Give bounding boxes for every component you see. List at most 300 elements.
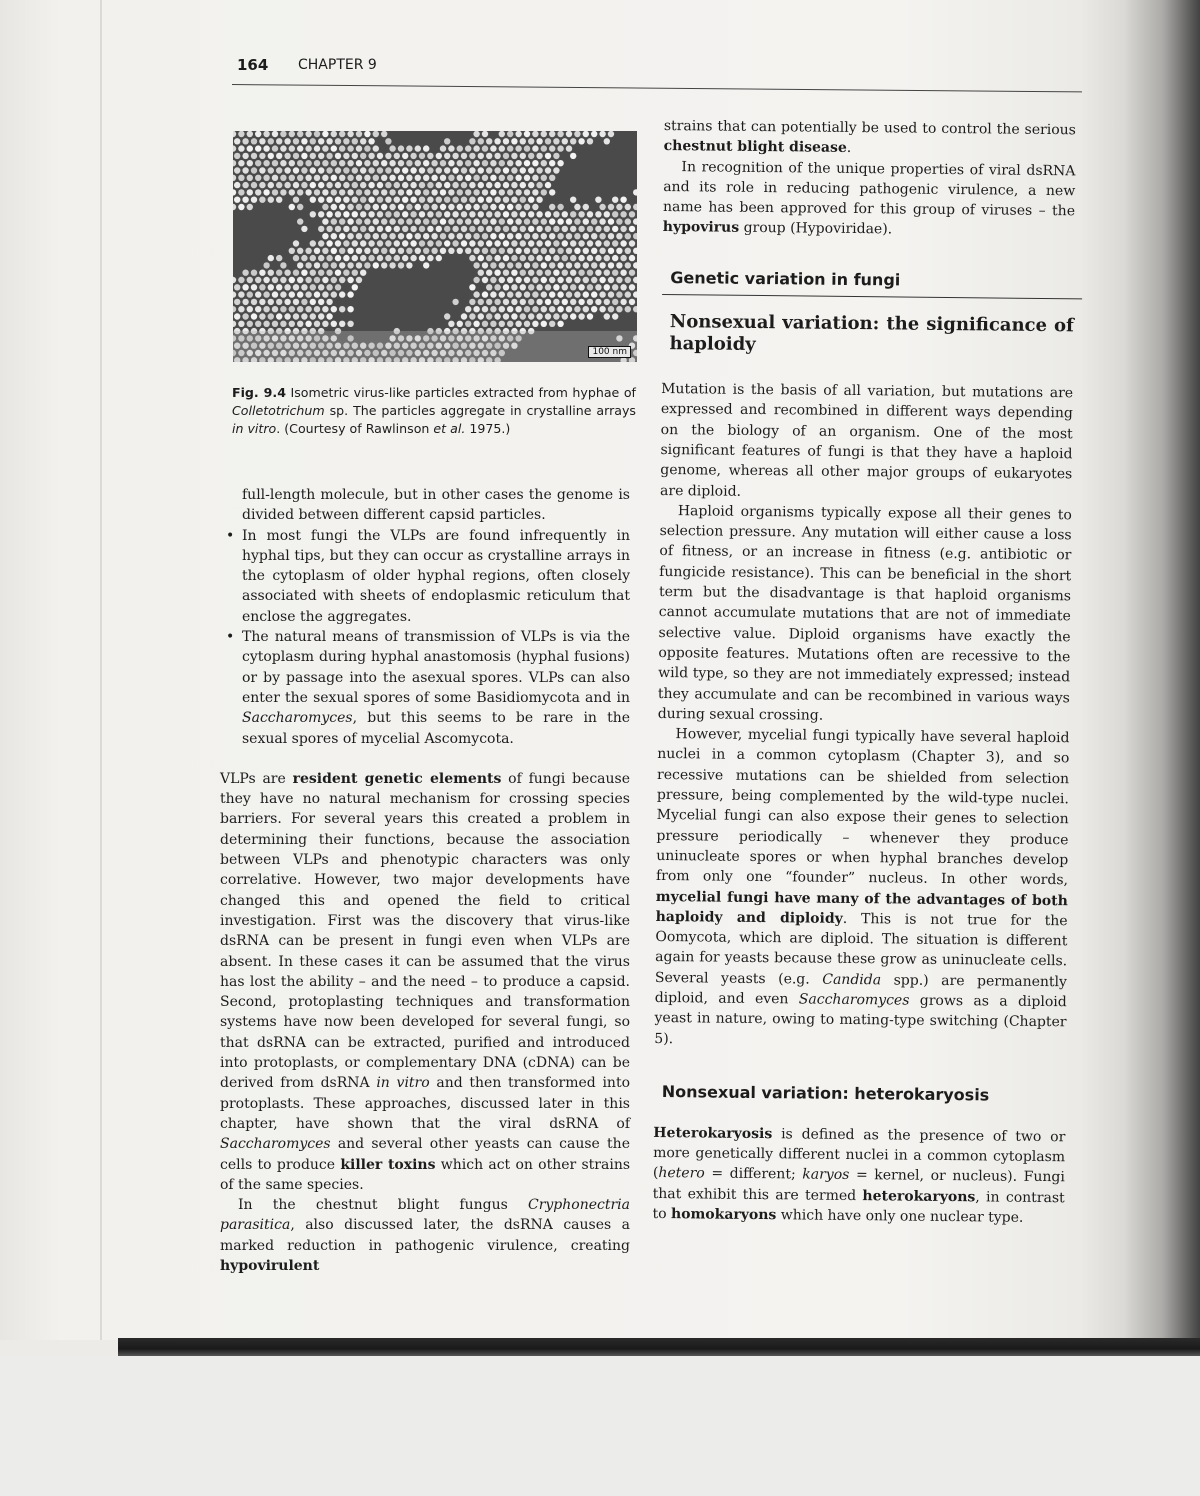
virus-particle bbox=[343, 240, 349, 246]
virus-particle bbox=[310, 299, 316, 305]
virus-particle bbox=[394, 153, 400, 159]
virus-particle bbox=[490, 262, 496, 268]
virus-particle bbox=[503, 240, 509, 246]
virus-particle bbox=[520, 197, 526, 203]
virus-particle bbox=[259, 182, 265, 188]
virus-particle bbox=[347, 291, 353, 297]
virus-particle bbox=[511, 299, 517, 305]
virus-particle bbox=[255, 145, 261, 151]
virus-particle bbox=[511, 240, 517, 246]
virus-particle bbox=[318, 226, 324, 232]
virus-particle bbox=[541, 306, 547, 312]
virus-particle bbox=[469, 255, 475, 261]
virus-particle bbox=[297, 262, 303, 268]
virus-particle bbox=[373, 204, 379, 210]
virus-particle bbox=[419, 167, 425, 173]
virus-particle bbox=[629, 284, 635, 290]
virus-particle bbox=[377, 240, 383, 246]
virus-particle bbox=[339, 218, 345, 224]
virus-particle bbox=[242, 313, 248, 319]
virus-particle bbox=[410, 182, 416, 188]
virus-particle bbox=[347, 321, 353, 327]
virus-particle bbox=[469, 284, 475, 290]
virus-particle bbox=[444, 226, 450, 232]
virus-particle bbox=[276, 255, 282, 261]
page-edge-shadow bbox=[1125, 0, 1200, 1340]
virus-particle bbox=[520, 182, 526, 188]
virus-particle bbox=[251, 270, 257, 276]
virus-particle bbox=[398, 145, 404, 151]
virus-particle bbox=[289, 248, 295, 254]
virus-particle bbox=[499, 131, 505, 137]
virus-particle bbox=[469, 182, 475, 188]
virus-particle bbox=[457, 189, 463, 195]
virus-particle bbox=[536, 211, 542, 217]
paragraph: In the chestnut blight fungus Cryphonectria parasitica, also discussed later, the dsRNA causes a marked reduction in pathogenic virulence, creating hypovirulent bbox=[220, 1197, 630, 1274]
virus-particle bbox=[583, 248, 589, 254]
virus-particle bbox=[305, 262, 311, 268]
virus-particle bbox=[557, 277, 563, 283]
virus-particle bbox=[242, 284, 248, 290]
virus-particle bbox=[301, 270, 307, 276]
virus-particle bbox=[515, 160, 521, 166]
virus-particle bbox=[377, 255, 383, 261]
virus-particle bbox=[394, 167, 400, 173]
virus-particle bbox=[381, 175, 387, 181]
page-number: 164 bbox=[237, 56, 269, 74]
figure-caption: Fig. 9.4 Isometric virus-like particles extracted from hyphae of Colletotrichum sp. The particles aggregate in crystalline arrays in vitro. (Courtesy of Rawlinson et al. 1975.) bbox=[232, 385, 636, 436]
virus-particle bbox=[553, 284, 559, 290]
virus-particle bbox=[272, 291, 278, 297]
virus-particle bbox=[494, 211, 500, 217]
virus-particle bbox=[520, 138, 526, 144]
virus-particle bbox=[520, 153, 526, 159]
virus-particle bbox=[503, 167, 509, 173]
virus-particle bbox=[578, 284, 584, 290]
virus-particle bbox=[528, 270, 534, 276]
virus-particle bbox=[511, 313, 517, 319]
virus-particle bbox=[599, 248, 605, 254]
virus-particle bbox=[440, 218, 446, 224]
virus-particle bbox=[343, 270, 349, 276]
virus-particle bbox=[515, 131, 521, 137]
virus-particle bbox=[549, 189, 555, 195]
virus-particle bbox=[515, 218, 521, 224]
virus-particle bbox=[465, 306, 471, 312]
virus-particle bbox=[284, 270, 290, 276]
virus-particle bbox=[490, 277, 496, 283]
virus-particle bbox=[356, 218, 362, 224]
virus-particle bbox=[373, 248, 379, 254]
virus-particle bbox=[515, 233, 521, 239]
section-heading: Genetic variation in fungi bbox=[670, 267, 901, 290]
virus-particle bbox=[570, 226, 576, 232]
virus-particle bbox=[473, 248, 479, 254]
virus-particle bbox=[331, 321, 337, 327]
left-column bbox=[220, 485, 630, 1276]
virus-particle bbox=[608, 306, 614, 312]
virus-particle bbox=[272, 321, 278, 327]
virus-particle bbox=[318, 313, 324, 319]
virus-particle bbox=[524, 291, 530, 297]
virus-particle bbox=[578, 270, 584, 276]
virus-particle bbox=[499, 145, 505, 151]
virus-particle bbox=[444, 167, 450, 173]
virus-particle bbox=[478, 226, 484, 232]
virus-particle bbox=[549, 262, 555, 268]
virus-particle bbox=[616, 306, 622, 312]
virus-particle bbox=[562, 138, 568, 144]
virus-particle bbox=[465, 321, 471, 327]
virus-particle bbox=[608, 204, 614, 210]
virus-particle bbox=[339, 175, 345, 181]
virus-particle bbox=[482, 306, 488, 312]
virus-particle bbox=[385, 226, 391, 232]
virus-particle bbox=[242, 138, 248, 144]
virus-particle bbox=[562, 240, 568, 246]
virus-particle bbox=[545, 284, 551, 290]
virus-particle bbox=[452, 153, 458, 159]
virus-particle bbox=[591, 306, 597, 312]
virus-particle bbox=[503, 284, 509, 290]
virus-particle bbox=[436, 240, 442, 246]
virus-particle bbox=[511, 197, 517, 203]
virus-particle bbox=[604, 255, 610, 261]
virus-particle bbox=[620, 240, 626, 246]
virus-particle bbox=[503, 255, 509, 261]
virus-particle bbox=[368, 138, 374, 144]
virus-particle bbox=[595, 211, 601, 217]
virus-particle bbox=[511, 255, 517, 261]
virus-particle bbox=[591, 262, 597, 268]
virus-particle bbox=[486, 226, 492, 232]
virus-particle bbox=[532, 131, 538, 137]
virus-particle bbox=[339, 262, 345, 268]
virus-particle bbox=[562, 270, 568, 276]
virus-particle bbox=[503, 182, 509, 188]
virus-particle bbox=[289, 145, 295, 151]
virus-particle bbox=[394, 182, 400, 188]
virus-particle bbox=[343, 255, 349, 261]
virus-particle bbox=[268, 313, 274, 319]
virus-particle bbox=[352, 167, 358, 173]
virus-particle bbox=[305, 160, 311, 166]
virus-particle bbox=[318, 240, 324, 246]
virus-particle bbox=[557, 306, 563, 312]
virus-particle bbox=[469, 299, 475, 305]
virus-particle bbox=[402, 240, 408, 246]
virus-particle bbox=[255, 291, 261, 297]
virus-particle bbox=[389, 175, 395, 181]
virus-particle bbox=[406, 160, 412, 166]
virus-particle bbox=[247, 321, 253, 327]
virus-particle bbox=[427, 226, 433, 232]
virus-particle bbox=[587, 240, 593, 246]
virus-particle bbox=[364, 175, 370, 181]
virus-particle bbox=[398, 160, 404, 166]
virus-particle bbox=[415, 204, 421, 210]
virus-particle bbox=[469, 313, 475, 319]
virus-particle bbox=[423, 204, 429, 210]
virus-particle bbox=[272, 189, 278, 195]
virus-particle bbox=[289, 131, 295, 137]
virus-particle bbox=[381, 248, 387, 254]
virus-particle bbox=[423, 175, 429, 181]
virus-particle bbox=[465, 175, 471, 181]
virus-particle bbox=[452, 211, 458, 217]
virus-particle bbox=[284, 299, 290, 305]
virus-particle bbox=[541, 248, 547, 254]
virus-particle bbox=[360, 153, 366, 159]
virus-particle bbox=[587, 255, 593, 261]
virus-particle bbox=[398, 218, 404, 224]
virus-particle bbox=[524, 204, 530, 210]
virus-particle bbox=[482, 131, 488, 137]
virus-particle bbox=[587, 270, 593, 276]
virus-particle bbox=[339, 321, 345, 327]
virus-particle bbox=[373, 218, 379, 224]
virus-particle bbox=[293, 197, 299, 203]
virus-particle bbox=[507, 189, 513, 195]
virus-particle bbox=[310, 138, 316, 144]
virus-particle bbox=[406, 204, 412, 210]
virus-particle bbox=[310, 197, 316, 203]
virus-particle bbox=[482, 175, 488, 181]
virus-particle bbox=[486, 240, 492, 246]
virus-particle bbox=[255, 131, 261, 137]
virus-particle bbox=[415, 218, 421, 224]
virus-particle bbox=[448, 218, 454, 224]
virus-particle bbox=[566, 306, 572, 312]
virus-particle bbox=[331, 204, 337, 210]
virus-particle bbox=[440, 160, 446, 166]
virus-particle bbox=[427, 255, 433, 261]
virus-particle bbox=[612, 313, 618, 319]
virus-particle bbox=[528, 197, 534, 203]
virus-particle bbox=[364, 233, 370, 239]
virus-particle bbox=[604, 226, 610, 232]
virus-particle bbox=[234, 167, 240, 173]
virus-particle bbox=[352, 211, 358, 217]
virus-particle bbox=[356, 189, 362, 195]
virus-particle bbox=[389, 160, 395, 166]
virus-particle bbox=[473, 145, 479, 151]
virus-particle bbox=[310, 182, 316, 188]
virus-particle bbox=[608, 131, 614, 137]
virus-particle bbox=[478, 211, 484, 217]
virus-particle bbox=[490, 291, 496, 297]
virus-particle bbox=[263, 262, 269, 268]
virus-particle bbox=[381, 189, 387, 195]
virus-particle bbox=[604, 240, 610, 246]
virus-particle bbox=[473, 204, 479, 210]
virus-particle bbox=[608, 233, 614, 239]
virus-particle bbox=[583, 277, 589, 283]
virus-particle bbox=[595, 270, 601, 276]
virus-particle bbox=[322, 262, 328, 268]
virus-particle bbox=[289, 204, 295, 210]
micrograph-image bbox=[233, 131, 637, 362]
virus-particle bbox=[352, 270, 358, 276]
virus-particle bbox=[440, 175, 446, 181]
virus-particle bbox=[398, 262, 404, 268]
virus-particle bbox=[431, 204, 437, 210]
virus-particle bbox=[242, 182, 248, 188]
virus-particle bbox=[352, 255, 358, 261]
virus-particle bbox=[280, 175, 286, 181]
virus-particle bbox=[247, 277, 253, 283]
paragraph: In recognition of the unique properties of viral dsRNA and its role in reducing pathogenic virulence, a new name has been approved for this group of viruses – the hypovirus group (Hypoviridae). bbox=[662, 158, 1076, 238]
virus-particle bbox=[436, 255, 442, 261]
virus-particle bbox=[272, 277, 278, 283]
virus-particle bbox=[314, 131, 320, 137]
virus-particle bbox=[448, 321, 454, 327]
virus-particle bbox=[259, 313, 265, 319]
virus-particle bbox=[305, 321, 311, 327]
virus-particle bbox=[347, 204, 353, 210]
virus-particle bbox=[541, 145, 547, 151]
virus-particle bbox=[247, 306, 253, 312]
virus-particle bbox=[297, 175, 303, 181]
virus-particle bbox=[276, 270, 282, 276]
virus-particle bbox=[503, 211, 509, 217]
virus-particle bbox=[494, 167, 500, 173]
virus-particle bbox=[402, 182, 408, 188]
virus-particle bbox=[549, 277, 555, 283]
virus-particle bbox=[574, 291, 580, 297]
virus-particle bbox=[629, 299, 635, 305]
virus-particle bbox=[507, 277, 513, 283]
virus-particle bbox=[373, 175, 379, 181]
virus-particle bbox=[440, 189, 446, 195]
virus-particle bbox=[406, 233, 412, 239]
virus-particle bbox=[473, 233, 479, 239]
virus-particle bbox=[259, 284, 265, 290]
virus-particle bbox=[528, 284, 534, 290]
virus-particle bbox=[322, 277, 328, 283]
virus-particle bbox=[389, 204, 395, 210]
virus-particle bbox=[473, 175, 479, 181]
virus-particle bbox=[247, 131, 253, 137]
virus-particle bbox=[595, 226, 601, 232]
virus-particle bbox=[381, 262, 387, 268]
virus-particle bbox=[301, 153, 307, 159]
virus-particle bbox=[276, 284, 282, 290]
virus-particle bbox=[301, 299, 307, 305]
virus-particle bbox=[503, 270, 509, 276]
virus-particle bbox=[326, 240, 332, 246]
virus-particle bbox=[268, 270, 274, 276]
virus-particle bbox=[574, 233, 580, 239]
virus-particle bbox=[520, 211, 526, 217]
virus-particle bbox=[528, 153, 534, 159]
virus-particle bbox=[503, 138, 509, 144]
virus-particle bbox=[536, 226, 542, 232]
virus-particle bbox=[507, 321, 513, 327]
virus-particle bbox=[377, 182, 383, 188]
virus-particle bbox=[570, 284, 576, 290]
virus-particle bbox=[520, 313, 526, 319]
virus-particle bbox=[389, 248, 395, 254]
virus-particle bbox=[452, 167, 458, 173]
virus-particle bbox=[251, 153, 257, 159]
virus-particle bbox=[553, 153, 559, 159]
virus-particle bbox=[448, 145, 454, 151]
virus-particle bbox=[503, 313, 509, 319]
virus-particle bbox=[503, 226, 509, 232]
virus-particle bbox=[528, 255, 534, 261]
virus-particle bbox=[322, 145, 328, 151]
virus-particle bbox=[457, 145, 463, 151]
virus-particle bbox=[280, 189, 286, 195]
virus-particle bbox=[620, 211, 626, 217]
virus-particle bbox=[478, 313, 484, 319]
virus-particle bbox=[536, 255, 542, 261]
virus-particle bbox=[478, 270, 484, 276]
virus-particle bbox=[557, 248, 563, 254]
virus-particle bbox=[440, 204, 446, 210]
virus-particle bbox=[532, 189, 538, 195]
virus-particle bbox=[381, 131, 387, 137]
virus-particle bbox=[326, 138, 332, 144]
virus-particle bbox=[331, 233, 337, 239]
virus-particle bbox=[532, 291, 538, 297]
virus-particle bbox=[352, 138, 358, 144]
virus-particle bbox=[612, 197, 618, 203]
virus-particle bbox=[339, 131, 345, 137]
virus-particle bbox=[436, 197, 442, 203]
virus-particle bbox=[524, 131, 530, 137]
virus-particle bbox=[318, 167, 324, 173]
virus-particle bbox=[553, 211, 559, 217]
virus-particle bbox=[364, 160, 370, 166]
virus-particle bbox=[364, 262, 370, 268]
virus-particle bbox=[591, 218, 597, 224]
virus-particle bbox=[515, 291, 521, 297]
virus-particle bbox=[280, 262, 286, 268]
virus-particle bbox=[301, 226, 307, 232]
virus-particle bbox=[297, 306, 303, 312]
virus-particle bbox=[478, 299, 484, 305]
virus-particle bbox=[360, 182, 366, 188]
virus-particle bbox=[322, 321, 328, 327]
virus-particle bbox=[524, 145, 530, 151]
virus-particle bbox=[419, 255, 425, 261]
virus-particle bbox=[608, 218, 614, 224]
virus-particle bbox=[251, 284, 257, 290]
virus-particle bbox=[423, 233, 429, 239]
virus-particle bbox=[394, 226, 400, 232]
virus-particle bbox=[259, 167, 265, 173]
virus-particle bbox=[515, 262, 521, 268]
virus-particle bbox=[427, 167, 433, 173]
virus-particle bbox=[280, 160, 286, 166]
virus-particle bbox=[465, 145, 471, 151]
virus-particle bbox=[461, 153, 467, 159]
virus-particle bbox=[528, 138, 534, 144]
virus-particle bbox=[310, 240, 316, 246]
virus-particle bbox=[532, 160, 538, 166]
virus-particle bbox=[616, 204, 622, 210]
virus-particle bbox=[310, 313, 316, 319]
virus-particle bbox=[314, 248, 320, 254]
virus-particle bbox=[532, 306, 538, 312]
virus-particle bbox=[532, 204, 538, 210]
virus-particle bbox=[326, 313, 332, 319]
virus-particle bbox=[318, 299, 324, 305]
virus-particle bbox=[356, 248, 362, 254]
virus-particle bbox=[503, 153, 509, 159]
